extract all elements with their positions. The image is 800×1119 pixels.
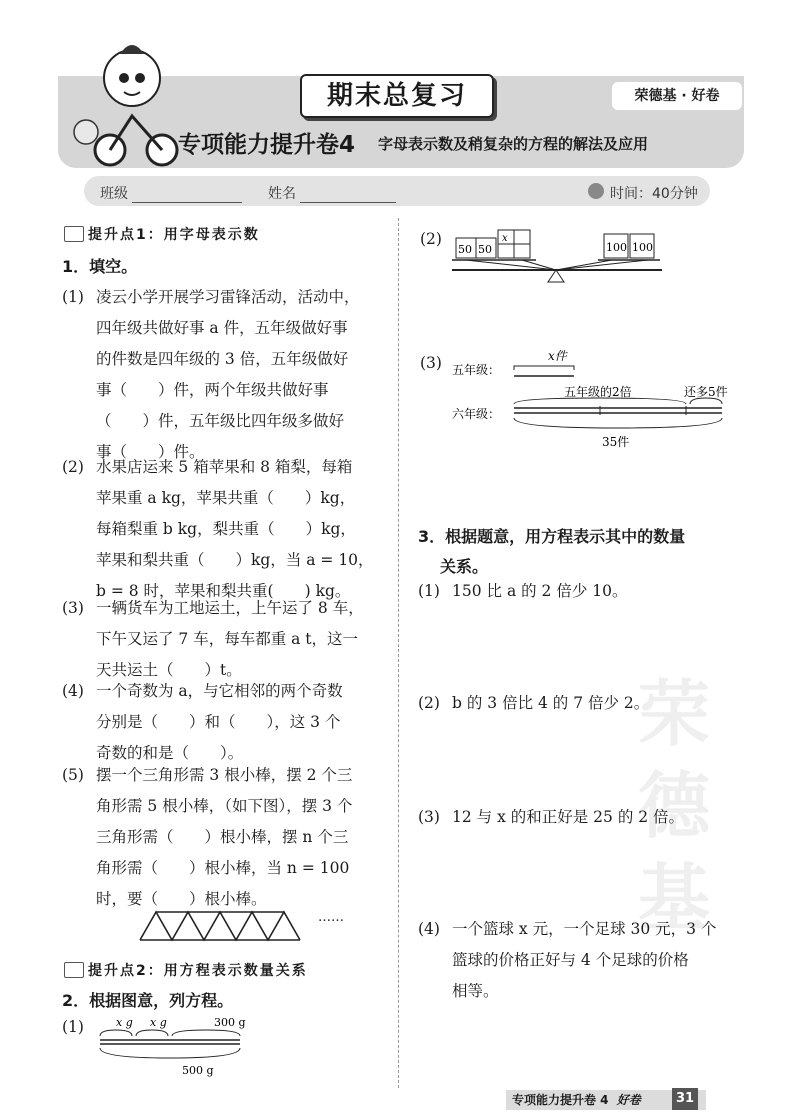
text-line: 每箱梨重 b kg，梨共重（ ）kg，: [96, 520, 356, 538]
clock-icon: [588, 183, 604, 199]
item-number: (2): [418, 694, 440, 712]
brand-name: 荣德基: [634, 88, 677, 104]
text-line: 三角形需（ ）根小棒，摆 n 个三: [96, 828, 349, 846]
brand-sub: 好卷: [691, 88, 720, 104]
grade6-label: 六年级：: [452, 407, 501, 421]
weight-50-b: 50: [478, 243, 492, 256]
q3-item-1: [418, 576, 748, 607]
name-label: 姓名: [268, 186, 296, 202]
text-line: 四年级共做好事 a 件，五年级做好事: [96, 319, 348, 337]
total-35-label: 35件: [602, 435, 630, 449]
main-title: 专项能力提升卷4: [178, 132, 356, 158]
question-3-line: 3．根据题意，用方程表示其中的数量: [418, 527, 686, 546]
segment-label-x1: x g: [116, 1016, 133, 1029]
item-number: (1): [62, 288, 84, 306]
segment-label-x2: x g: [150, 1016, 167, 1029]
more5-label: 还多5件: [684, 385, 728, 399]
text-line: 篮球的价格正好与 4 个足球的价格: [452, 951, 689, 969]
triangle-sticks-figure: [136, 908, 306, 944]
name-blank: [300, 186, 396, 203]
text-line: 事（ ）件。: [96, 443, 205, 461]
watermark-char: 德: [638, 764, 711, 848]
balance-scale-figure: [452, 226, 668, 290]
text-line: b 的 3 倍比 4 的 7 倍少 2。: [452, 694, 650, 712]
text-line: 时，要（ ）根小棒。: [96, 890, 267, 908]
item-number: (4): [418, 920, 440, 938]
section-heading-2: 提升点2：用方程表示数量关系: [88, 963, 308, 979]
q1-item-1: [62, 282, 392, 468]
footer-label: [512, 1091, 641, 1108]
question-3-title: [418, 522, 685, 582]
text-line: 奇数的和是（ ）。: [96, 744, 244, 762]
text-line: 相等。: [452, 982, 499, 1000]
class-field: [100, 183, 242, 203]
q1-item-2: [62, 452, 392, 607]
segment-label-300: 300 g: [214, 1016, 246, 1029]
mascot-illustration: [70, 40, 180, 170]
q1-item-5: [62, 760, 392, 915]
text-line: 一辆货车为工地运土，上午运了 8 车，: [96, 599, 364, 617]
text-line: 分别是（ ）和（ ），这 3 个: [96, 713, 341, 731]
footer-paper-name: 专项能力提升卷 4: [512, 1093, 609, 1107]
text-line: 事（ ）件，两个年级共做好事: [96, 381, 329, 399]
text-line: 角形需（ ）根小棒，当 n = 100: [96, 859, 350, 877]
text-line: 的件数是四年级的 3 倍，五年级做好: [96, 350, 349, 368]
footer-brand: 好卷: [616, 1093, 641, 1107]
grade5-label: 五年级：: [452, 363, 501, 377]
book-icon: [64, 226, 84, 242]
text-line: 摆一个三角形需 3 根小棒，摆 2 个三: [96, 766, 353, 784]
weight-x: x: [502, 233, 508, 244]
question-1-title: 1．填空。: [62, 257, 138, 276]
q3-item-3: [418, 802, 748, 833]
text-line: 12 与 x 的和正好是 25 的 2 倍。: [452, 808, 685, 826]
class-label: 班级: [100, 186, 128, 202]
segment-label-500: 500 g: [182, 1064, 214, 1077]
item-number: (1): [418, 582, 440, 600]
x-pieces-label: x件: [548, 349, 567, 363]
item-number: (2): [62, 458, 84, 476]
text-line: 水果店运来 5 箱苹果和 8 箱梨，每箱: [96, 458, 353, 476]
q3-item-4: [418, 914, 748, 1007]
q2-item-3-number: (3): [420, 354, 442, 372]
text-line: 凌云小学开展学习雷锋活动，活动中，: [96, 288, 360, 306]
text-line: 天共运土（ ）t。: [96, 661, 242, 679]
q1-item-3: [62, 593, 392, 686]
double-label: 五年级的2倍: [564, 385, 632, 399]
q3-item-2: [418, 688, 748, 719]
time-limit: 时间：40分钟: [610, 186, 698, 202]
question-3-line: 关系。: [440, 557, 489, 576]
text-line: 苹果重 a kg，苹果共重（ ）kg，: [96, 489, 356, 507]
brand-logo: 荣德基 · 好卷: [612, 82, 742, 110]
class-blank: [132, 186, 242, 203]
text-line: （ ）件，五年级比四年级多做好: [96, 412, 345, 430]
text-line: 苹果和梨共重（ ）kg，当 a = 10，: [96, 551, 374, 569]
q2-item-2-number: (2): [420, 230, 442, 248]
watermark-char: 荣: [638, 672, 711, 756]
question-2-title: 2．根据图意，列方程。: [62, 991, 234, 1010]
column-divider: [398, 218, 399, 1088]
item-number: (5): [62, 766, 84, 784]
segment-diagram-1: [96, 1014, 306, 1078]
book-icon: [64, 962, 84, 978]
series-title: 期末总复习: [300, 74, 494, 118]
q2-item-1-number: (1): [62, 1018, 84, 1036]
weight-100-b: 100: [632, 241, 653, 254]
text-line: b = 8 时，苹果和梨共重( ) kg。: [96, 582, 351, 600]
q1-item-4: [62, 676, 392, 769]
text-line: 一个篮球 x 元，一个足球 30 元，3 个: [452, 920, 717, 938]
item-number: (3): [418, 808, 440, 826]
name-field: [268, 183, 396, 203]
text-line: 角形需 5 根小棒，（如下图），摆 3 个: [96, 797, 353, 815]
grade-segment-diagram: [450, 346, 750, 456]
weight-50-a: 50: [458, 243, 472, 256]
text-line: 150 比 a 的 2 倍少 10。: [452, 582, 628, 600]
section-heading-1: 提升点1：用字母表示数: [88, 227, 260, 243]
weight-100-a: 100: [606, 241, 627, 254]
item-number: (3): [62, 599, 84, 617]
ellipsis: ……: [318, 910, 344, 925]
page-number: 31: [672, 1088, 698, 1110]
watermark-char: 基: [638, 856, 711, 940]
item-number: (4): [62, 682, 84, 700]
text-line: 一个奇数为 a，与它相邻的两个奇数: [96, 682, 343, 700]
sub-title: 字母表示数及稍复杂的方程的解法及应用: [378, 135, 649, 153]
text-line: 下午又运了 7 车，每车都重 a t，这一: [96, 630, 359, 648]
